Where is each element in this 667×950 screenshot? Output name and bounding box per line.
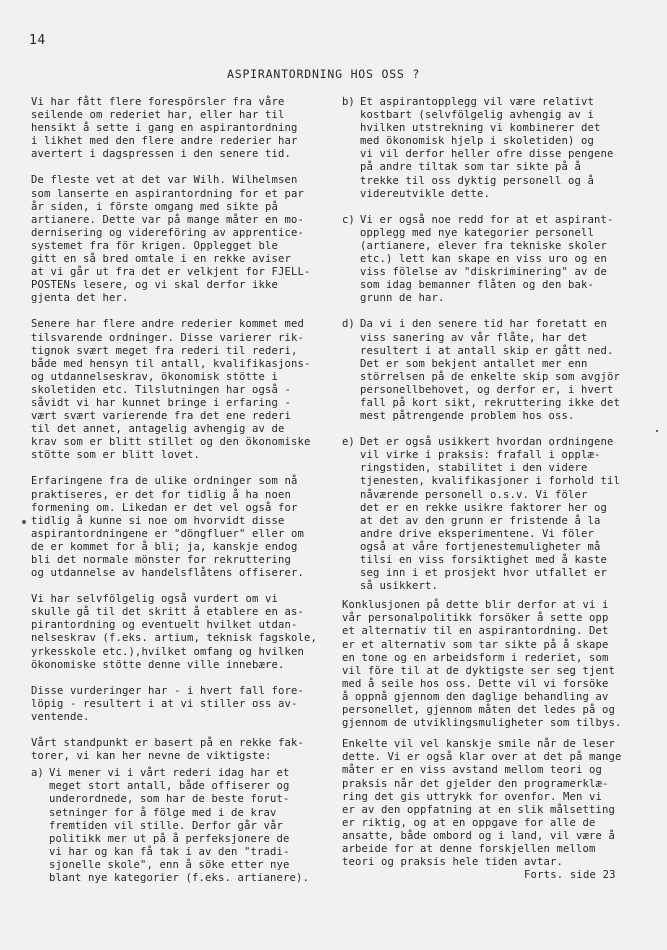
list-marker: b) xyxy=(342,96,355,108)
body-paragraph: Vi har fått flere forespörsler fra våre seilende om rederiet har, eller har til hensikt å sette i gang en aspirantordning i likhet med den flere andre rederier har avertert i dagspressen i den senere tid. xyxy=(31,96,298,161)
body-paragraph: Disse vurderinger har - i hvert fall fore- löpig - resultert i at vi stiller oss av- ventende. xyxy=(31,684,304,723)
list-item-d xyxy=(342,318,638,423)
article-title: ASPIRANTORDNING HOS OSS ? xyxy=(227,67,421,81)
list-marker: e) xyxy=(342,436,355,449)
list-item-text: Da vi i den senere tid har foretatt en viss sanering av vår flåte, har det resultert i at antall skip er gått ned. Det er som bekjent antallet mer enn störrelsen på de enkelte skip som avgjör personellbehovet, og derfor er, i hvert fall på kort sikt, rekruttering ikke det mest påtrengende problem hos oss. xyxy=(360,318,620,423)
left-column xyxy=(31,96,328,898)
list-item-a xyxy=(31,767,328,885)
list-item-c xyxy=(342,214,638,306)
body-paragraph: Vi har selvfölgelig også vurdert om vi skulle gå til det skritt å etablere en as- pirantordning og eventuelt hvilket utdan- nelseskrav (f.eks. artium, teknisk fagskole, yrkesskole etc.),hvilket omfang og hvilken ökonomiske stötte denne ville innebære. xyxy=(31,593,317,671)
list-item-text: Vi er også noe redd for at et aspirant- opplegg med nye kategorier personell (artianere, elever fra tekniske skoler etc.) lett kan skape en viss uro og en viss fölelse av "diskriminering" av de som idag bemanner flåten og den bak- grunn de har. xyxy=(360,213,614,305)
body-paragraph: De fleste vet at det var Wilh. Wilhelmsen som lanserte en aspirantordning for et par år siden, i förste omgang med sikte på artianere. Dette var på mange måter en mo- dernisering og videreföring av apprentice- systemet fra för krigen. Opplegget ble gitt en så bred omtale i en rekke aviser at vi går ut fra det er velkjent for FJELL- POSTENs lesere, og vi skal derfor ikke gjenta det her. xyxy=(31,174,311,305)
list-marker: a) xyxy=(31,767,44,780)
body-paragraph: Konklusjonen på dette blir derfor at vi i vår personalpolitikk forsöker å sette opp et alternativ til en aspirantordning. Det er et alternativ som tar sikte på å skape en tone og en arbeidsform i rederiet, som vil före til at de dyktigste ser seg tjent med å seile hos oss. Dette vil vi forsöke å oppnå gjennom den daglige behandling av personellet, gjennom måten det ledes på og gjennom de utviklingsmuligheter som tilbys. xyxy=(342,599,622,730)
body-paragraph: Erfaringene fra de ulike ordninger som nå praktiseres, er det for tidlig å ha noen formening om. Likedan er det vel også for tidlig å kunne si noe om hvorvidt disse aspirantordningene er "döngfluer" eller om de er kommet for å bli; ja, kanskje endog bli det normale mönster for rekruttering og utdannelse av handelsflåtens offiserer. xyxy=(31,475,304,580)
list-item-e xyxy=(342,436,638,593)
list-marker: d) xyxy=(342,318,355,331)
right-column xyxy=(342,96,638,882)
paper-speck xyxy=(22,520,26,524)
body-paragraph: Vårt standpunkt er basert på en rekke fak- torer, vi kan her nevne de viktigste: xyxy=(31,737,304,763)
list-item-b xyxy=(342,96,638,201)
body-paragraph: Enkelte vil vel kanskje smile når de leser dette. Vi er også klar over at det på mange måter er en viss avstand mellom teori og praksis når det gjelder den programerklæ- ring det gis uttrykk for ovenfor. Men vi er av den oppfatning at en slik målsetting er riktig, og at en oppgave for alle de ansatte, både ombord og i land, vil være å arbeide for at denne forskjellen mellom teori og praksis hele tiden avtar. xyxy=(342,738,622,869)
body-paragraph: Senere har flere andre rederier kommet med tilsvarende ordninger. Disse varierer rik- tignok svært meget fra rederi til rederi, både med hensyn til antall, kvalifikasjons- og utdannelseskrav, ökonomisk stötte i skoletiden etc. Tilslutningen har også - såvidt vi har kunnet bringe i erfaring - vært svært varierende fra det ene rederi til det annet, antagelig avhengig av de krav som er blitt stillet og den ökonomiske stötte som er blitt lovet. xyxy=(31,318,311,462)
list-marker: c) xyxy=(342,213,355,226)
page-number: 14 xyxy=(29,33,46,48)
paper-speck xyxy=(656,430,658,432)
list-item-text: Et aspirantopplegg vil være relativt kostbart (selvfölgelig avhengig av i hvilken utstrekning vi kombinerer det med ökonomisk hjelp i skoletiden) og vi vil derfor heller ofre disse pengene på andre tiltak som tar sikte på å trekke til oss dyktig personell og å videreutvikle dette. xyxy=(360,96,614,200)
list-item-text: Det er også usikkert hvordan ordningene vil virke i praksis: frafall i opplæ- ringstiden, stabilitet i den videre tjenesten, kvalifikasjoner i forhold til nåværende personell o.s.v. Vi föler det er en rekke usikre faktorer her og at det av den grunn er fristende å la andre drive eksperimentene. Vi föler også at våre fortjenestemuligheter må tilsi en viss forsiktighet med å kaste seg inn i et prosjekt hvor utfallet er så usikkert. xyxy=(360,436,620,593)
continuation-note: Forts. side 23 xyxy=(524,869,616,881)
list-item-text: Vi mener vi i vårt rederi idag har et meget stort antall, både offiserer og underordnede, som har de beste forut- setninger for å fölge med i de krav fremtiden vil stille. Derfor går vår politikk mer ut på å perfeksjonere de vi har og kan få tak i av den "tradi- sjonelle skole", enn å söke etter nye blant nye kategorier (f.eks. artianere). xyxy=(49,767,309,884)
